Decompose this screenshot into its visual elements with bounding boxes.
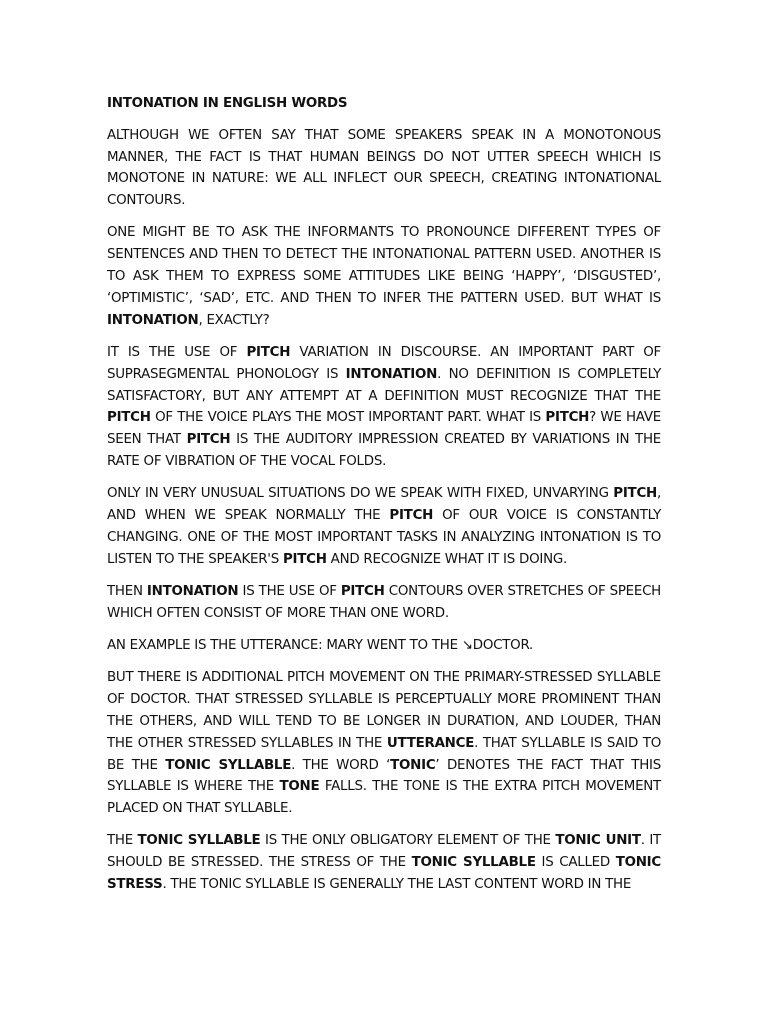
text-run: FALLS. THE TONE IS THE EXTRA PITCH MOVEMENT PLACED ON THAT SYLLABLE. — [107, 779, 661, 817]
document-title: INTONATION IN ENGLISH WORDS — [107, 96, 348, 111]
paragraph-list — [107, 125, 661, 896]
document-body — [107, 93, 661, 906]
bold-term: INTONATION — [345, 366, 438, 382]
text-run: AND RECOGNIZE WHAT IT IS DOING. — [326, 551, 567, 567]
text-run: . THE WORD ‘ — [291, 757, 391, 773]
body-paragraph — [107, 125, 661, 212]
text-run: . THAT SYLLABLE IS SAID TO BE THE — [107, 735, 661, 773]
bold-term: TONIC SYLLABLE — [137, 833, 261, 849]
bold-term: TONIC STRESS — [107, 855, 661, 892]
body-paragraph — [107, 483, 661, 570]
bold-term: TONIC SYLLABLE — [165, 757, 292, 773]
bold-term: TONIC SYLLABLE — [411, 855, 536, 871]
bold-term: PITCH — [107, 410, 151, 426]
bold-term: TONIC — [390, 757, 436, 773]
body-paragraph — [107, 635, 661, 657]
text-run: IS THE USE OF — [238, 583, 341, 599]
bold-term: INTONATION — [107, 312, 199, 328]
bold-term: PITCH — [186, 432, 231, 448]
text-run: . THE TONIC SYLLABLE IS GENERALLY THE LAST CONTENT WORD IN THE — [162, 877, 632, 892]
text-run: IT IS THE USE OF — [107, 344, 247, 360]
text-run: OF OUR VOICE IS CONSTANTLY CHANGING. ONE OF THE MOST IMPORTANT TASKS IN ANALYZING INTONATION IS TO LISTEN TO THE SPEAKER'S — [107, 508, 661, 567]
bold-term: PITCH — [282, 551, 327, 567]
bold-term: PITCH — [340, 583, 385, 599]
text-run: CONTOURS OVER STRETCHES OF SPEECH WHICH OFTEN CONSIST OF MORE THAN ONE WORD. — [107, 583, 661, 621]
text-run: ONLY IN VERY UNUSUAL SITUATIONS DO WE SPEAK WITH FIXED, UNVARYING — [107, 486, 614, 502]
text-run: ? WE HAVE SEEN THAT — [107, 410, 661, 448]
text-run: , AND WHEN WE SPEAK NORMALLY THE — [107, 486, 661, 524]
bold-term: PITCH — [545, 410, 590, 426]
bold-term: INTONATION — [146, 583, 239, 599]
text-run: . IT SHOULD BE STRESSED. THE STRESS OF THE — [107, 833, 661, 871]
text-run: . NO DEFINITION IS COMPLETELY SATISFACTORY, BUT ANY ATTEMPT AT A DEFINITION MUST RECOGNIZE THAT THE — [107, 366, 661, 404]
body-paragraph — [107, 581, 661, 625]
body-paragraph — [107, 667, 661, 820]
text-run: THEN — [107, 583, 147, 599]
text-run: , EXACTLY? — [198, 312, 270, 328]
bold-term: PITCH — [246, 344, 291, 360]
text-run: OF THE VOICE PLAYS THE MOST IMPORTANT PART. WHAT IS — [150, 410, 546, 426]
text-run: ’ DENOTES THE FACT THAT THIS SYLLABLE IS WHERE THE — [107, 757, 662, 795]
bold-term: UTTERANCE — [386, 735, 475, 751]
text-run: ALTHOUGH WE OFTEN SAY THAT SOME SPEAKERS SPEAK IN A MONOTONOUS MANNER, THE FACT IS THAT HUMAN BEINGS DO NOT UTTER SPEECH WHICH IS MONOTONE IN NATURE: WE ALL INFLECT OUR SPEECH, CREATING INTONATIONAL CONTOURS. — [107, 127, 661, 209]
text-run: IS THE AUDITORY IMPRESSION CREATED BY VARIATIONS IN THE RATE OF VIBRATION OF THE VOCAL FOLDS. — [107, 432, 662, 469]
bold-term: TONIC UNIT — [555, 833, 641, 849]
body-paragraph — [107, 830, 661, 895]
body-paragraph — [107, 222, 661, 331]
bold-term: PITCH — [613, 486, 657, 502]
text-run: IS CALLED — [535, 855, 616, 871]
text-run: BUT THERE IS ADDITIONAL PITCH MOVEMENT ON THE PRIMARY-STRESSED SYLLABLE OF DOCTOR. THAT STRESSED SYLLABLE IS PERCEPTUALLY MORE PROMINENT THAN THE OTHERS, AND WILL TEND TO BE LONGER IN DURATION, AND LOUDER, THAN THE OTHER STRESSED SYLLABLES IN THE — [107, 670, 661, 751]
text-run: ONE MIGHT BE TO ASK THE INFORMANTS TO PRONOUNCE DIFFERENT TYPES OF SENTENCES AND THEN TO DETECT THE INTONATIONAL PATTERN USED. ANOTHER IS TO ASK THEM TO EXPRESS SOME ATTITUDES LIKE BEING ‘HAPPY’, ‘DISGUSTED’, ‘OPTIMISTIC’, ‘SAD’, ETC. AND THEN TO INFER THE PATTERN USED. BUT WHAT IS — [107, 225, 661, 306]
bold-term: PITCH — [389, 508, 434, 524]
text-run: VARIATION IN DISCOURSE. AN IMPORTANT PART OF SUPRASEGMENTAL PHONOLOGY IS — [107, 344, 661, 382]
body-paragraph — [107, 342, 661, 473]
text-run: AN EXAMPLE IS THE UTTERANCE: MARY WENT TO THE ↘DOCTOR. — [107, 638, 534, 654]
text-run: IS THE ONLY OBLIGATORY ELEMENT OF THE — [260, 833, 556, 849]
text-run: THE — [107, 833, 138, 849]
bold-term: TONE — [279, 779, 320, 795]
